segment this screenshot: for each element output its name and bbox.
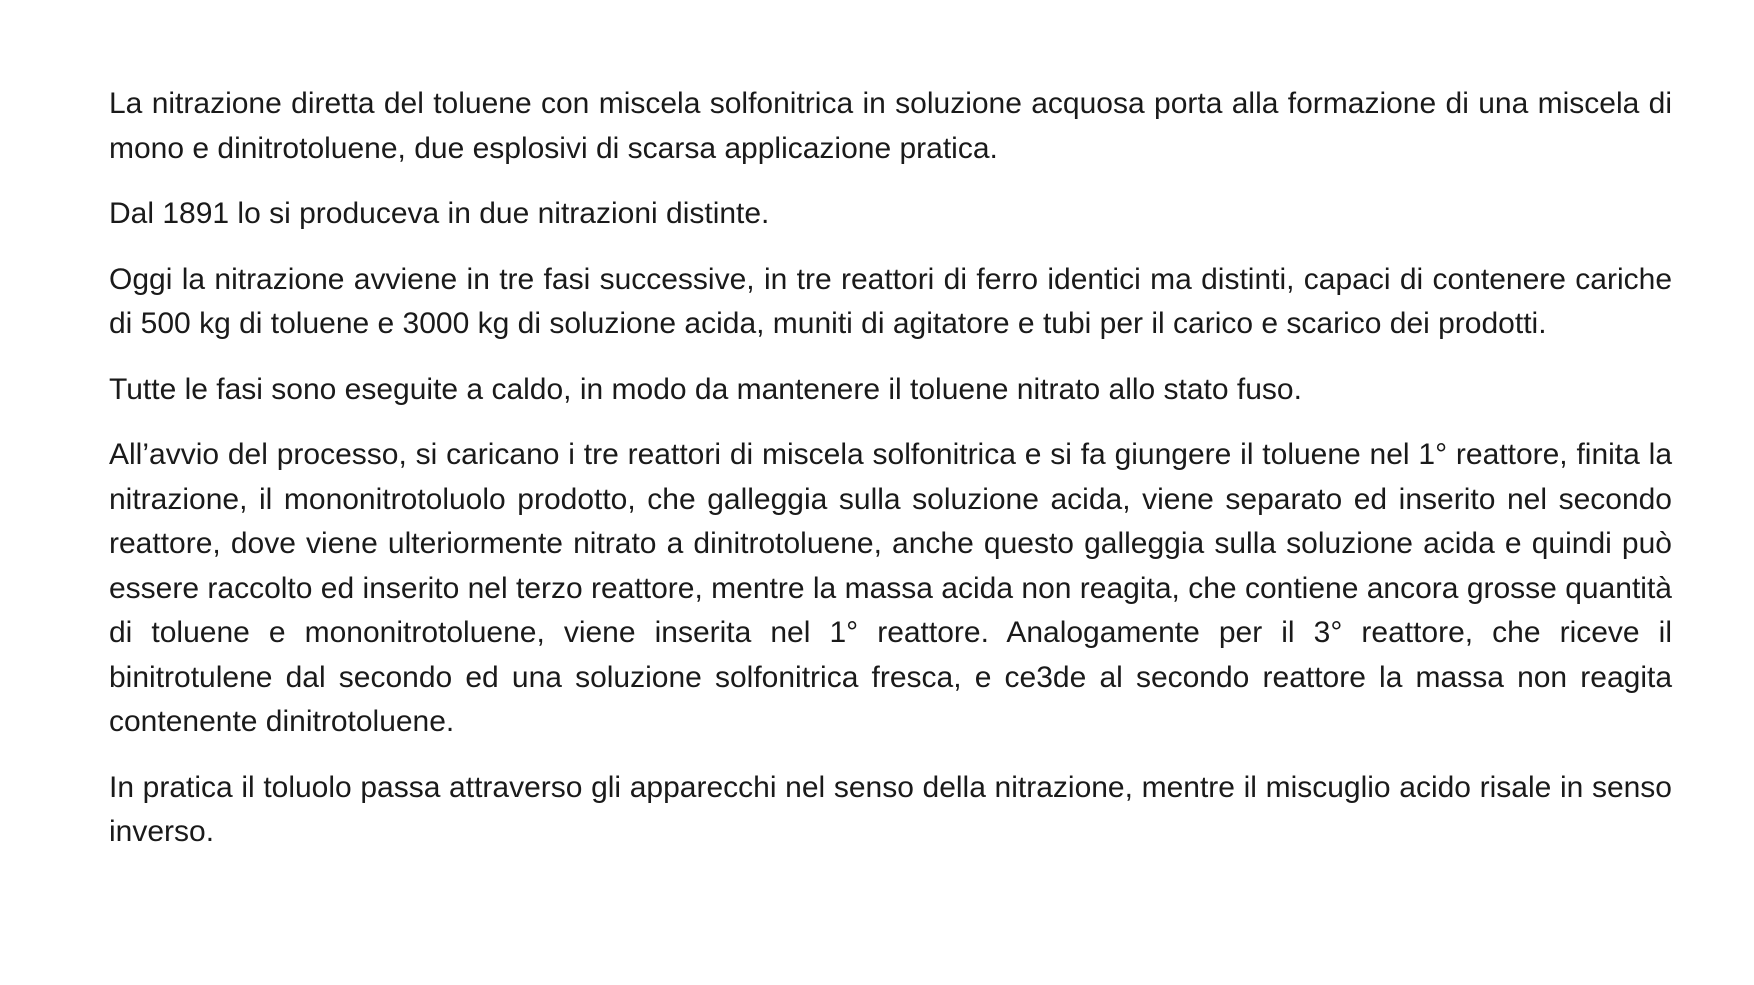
paragraph-hot-phases: Tutte le fasi sono eseguite a caldo, in modo da mantenere il toluene nitrato allo stato fuso.: [109, 372, 1302, 406]
paragraph-process: All’avvio del processo, si caricano i tre reattori di miscela solfonitrica e si fa giungere il toluene nel 1° reattore, finita la nitrazione, il mononitrotoluolo prodotto, che galleggia sulla soluzione acida, viene separato ed inserito nel secondo reattore, dove viene ulteriormente nitrato a dinitrotoluene, anche questo galleggia sulla soluzione acida e quindi può essere raccolto ed inserito nel terzo reattore, mentre la massa acida non reagita, che contiene ancora grosse quantità di toluene e mononitrotoluene, viene inserita nel 1° reattore. Analogamente per il 3° reattore, che riceve il binitrotulene dal secondo ed una soluzione solfonitrica fresca, e ce3de al secondo reattore la massa non reagita contenente dinitrotoluene.: [109, 438, 1672, 738]
paragraph-counterflow: In pratica il toluolo passa attraverso gli apparecchi nel senso della nitrazione, mentre il miscuglio acido risale in senso inverso.: [109, 770, 1672, 848]
paragraph-three-phases: Oggi la nitrazione avviene in tre fasi successive, in tre reattori di ferro identici ma distinti, capaci di contenere cariche di 500 kg di toluene e 3000 kg di soluzione acida, muniti di agitatore e tubi per il carico e scarico dei prodotti.: [109, 262, 1672, 340]
paragraph-intro: La nitrazione diretta del toluene con miscela solfonitrica in soluzione acquosa porta alla formazione di una miscela di mono e dinitrotoluene, due esplosivi di scarsa applicazione pratica.: [109, 87, 1672, 165]
paragraph-history: Dal 1891 lo si produceva in due nitrazioni distinte.: [109, 197, 770, 230]
document-body: [109, 82, 1672, 855]
